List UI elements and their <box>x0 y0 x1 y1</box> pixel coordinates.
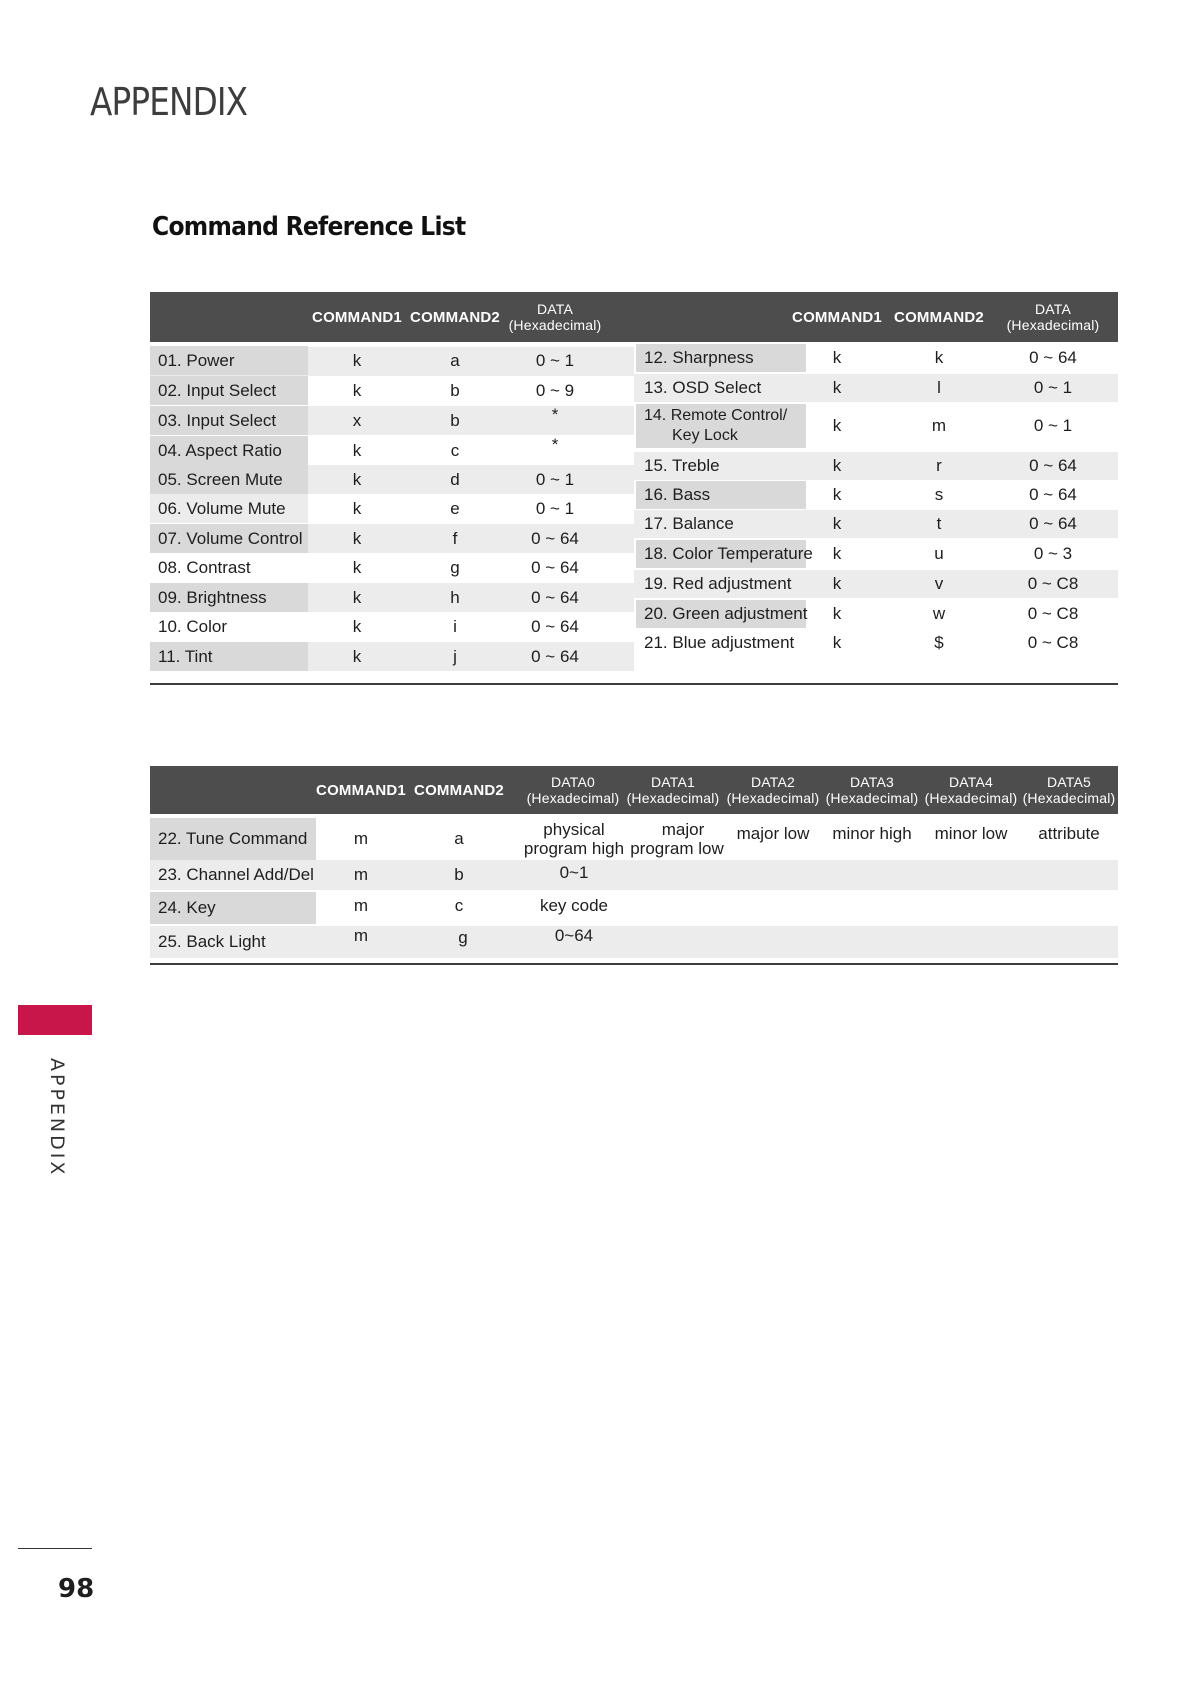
header-data-unit: (Hexadecimal) <box>508 317 602 333</box>
header-command1: COMMAND1 <box>792 308 882 326</box>
command1-value: k <box>832 604 842 623</box>
data-value: 0 ~ 1 <box>535 469 575 489</box>
data-value: * <box>551 434 559 454</box>
command1-value: k <box>352 498 362 518</box>
command1-value: k <box>832 544 842 563</box>
command-name: 15. Treble <box>644 456 720 475</box>
command1-value: x <box>352 410 362 430</box>
data-value: 0 ~ 64 <box>1029 348 1077 367</box>
footer-rule <box>18 1548 92 1549</box>
command2-value: s <box>934 485 944 504</box>
command1-value: k <box>352 380 362 400</box>
command-name: 22. Tune Command <box>150 818 316 860</box>
data-value: 0 ~ 1 <box>535 350 575 370</box>
command-name: 04. Aspect Ratio <box>150 436 308 465</box>
header-data-label: DATA2 <box>750 774 796 790</box>
command2-value: t <box>936 514 942 533</box>
command1-value: m <box>353 829 369 848</box>
data-value: 0 ~ 64 <box>531 528 579 548</box>
header-data-label: DATA3 <box>849 774 895 790</box>
command-name: 20. Green adjustment <box>636 600 806 628</box>
command-name: 10. Color <box>158 616 227 636</box>
command1-value: m <box>353 896 369 915</box>
section-tab-marker <box>18 1005 92 1035</box>
command-name: 17. Balance <box>644 514 734 533</box>
command2-value: f <box>452 528 458 548</box>
command-name: 02. Input Select <box>150 376 308 405</box>
header-data5 <box>1020 766 1118 814</box>
command2-value: m <box>931 416 947 435</box>
table-bottom-rule <box>150 683 1118 685</box>
command1-value: k <box>832 378 842 397</box>
header-data <box>990 292 1116 342</box>
header-data-label: DATA <box>536 301 574 317</box>
data-value: 0 ~ 64 <box>531 616 579 636</box>
header-data-unit: (Hexadecimal) <box>726 790 820 806</box>
command2-value: v <box>934 574 944 593</box>
command1-value: k <box>832 348 842 367</box>
header-data-unit: (Hexadecimal) <box>825 790 919 806</box>
command-name: 09. Brightness <box>150 583 308 612</box>
command2-value: u <box>934 544 944 563</box>
command2-value: w <box>932 604 946 623</box>
command1-value: k <box>832 416 842 435</box>
header-command2: COMMAND2 <box>894 308 984 326</box>
command1-value: k <box>832 574 842 593</box>
command2-value: b <box>450 410 460 430</box>
header-command2: COMMAND2 <box>414 781 504 799</box>
table-header <box>150 292 1118 342</box>
header-data1 <box>624 766 722 814</box>
command1-value: m <box>353 865 369 884</box>
command2-value: i <box>453 616 457 636</box>
command1-value: k <box>352 350 362 370</box>
header-data-unit: (Hexadecimal) <box>1006 317 1100 333</box>
command1-value: k <box>352 528 362 548</box>
table-header <box>150 766 1118 814</box>
command1-value: k <box>352 587 362 607</box>
data4-value: minor low <box>934 824 1008 843</box>
data-value: 0 ~ C8 <box>1027 574 1079 593</box>
header-data-label: DATA5 <box>1046 774 1092 790</box>
command1-value: k <box>832 485 842 504</box>
command1-value: k <box>832 456 842 475</box>
command2-value: e <box>450 498 460 518</box>
data-value: 0 ~ 64 <box>1029 485 1077 504</box>
command1-value: k <box>352 440 362 460</box>
data0-value: key code <box>539 896 609 915</box>
data-value: 0 ~ 64 <box>531 646 579 666</box>
data-value: 0 ~ 9 <box>535 380 575 400</box>
command-table-2 <box>150 766 1118 966</box>
data0-line: program high <box>523 839 625 858</box>
command2-value: b <box>454 865 464 884</box>
command1-value: k <box>832 514 842 533</box>
command2-value: h <box>450 587 460 607</box>
command-name: 21. Blue adjustment <box>644 633 795 652</box>
command2-value: b <box>450 380 460 400</box>
data1-value <box>628 818 726 860</box>
data0-value <box>522 818 626 860</box>
command-table-1 <box>150 292 1118 684</box>
data-value: 0 ~ C8 <box>1027 604 1079 623</box>
command-name: 24. Key <box>150 892 316 924</box>
data-value: 0 ~ 1 <box>535 498 575 518</box>
command-name: 11. Tint <box>150 642 308 671</box>
command2-value: g <box>450 557 460 577</box>
header-data-label: DATA <box>1034 301 1072 317</box>
header-data-unit: (Hexadecimal) <box>526 790 620 806</box>
command1-value: k <box>352 646 362 666</box>
data2-value: major low <box>736 824 810 843</box>
data0-value: 0~64 <box>554 926 594 945</box>
data-value: 0 ~ 1 <box>1033 416 1073 435</box>
command1-value: k <box>352 557 362 577</box>
command1-value: k <box>832 633 842 652</box>
header-data <box>504 292 606 342</box>
data-value: 0 ~ 64 <box>531 587 579 607</box>
command-name: 07. Volume Control <box>150 524 308 553</box>
command2-value: g <box>458 928 468 947</box>
command-name: 23. Channel Add/Del <box>158 865 314 884</box>
data-value: * <box>551 404 559 424</box>
command-name: 08. Contrast <box>158 557 251 577</box>
command2-value: $ <box>934 633 944 652</box>
data3-value: minor high <box>832 824 912 843</box>
command-name: 12. Sharpness <box>636 344 806 372</box>
command-name <box>636 404 806 448</box>
data0-line: physical <box>543 820 605 839</box>
header-data-label: DATA0 <box>550 774 596 790</box>
data-value: 0 ~ C8 <box>1027 633 1079 652</box>
command1-value: m <box>353 926 369 945</box>
command2-value: a <box>454 829 464 848</box>
header-data2 <box>724 766 822 814</box>
header-data4 <box>922 766 1020 814</box>
header-data-unit: (Hexadecimal) <box>924 790 1018 806</box>
command-name-line: Key Lock <box>672 427 738 444</box>
command2-value: c <box>454 896 464 915</box>
command2-value: r <box>936 456 942 475</box>
table-bottom-rule <box>150 963 1118 965</box>
data-value: 0 ~ 64 <box>1029 456 1077 475</box>
command-name: 01. Power <box>150 346 308 375</box>
command-name: 18. Color Temperature <box>636 540 806 568</box>
data-value: 0 ~ 1 <box>1033 378 1073 397</box>
command2-value: c <box>450 440 460 460</box>
command2-value: j <box>453 646 457 666</box>
command1-value: k <box>352 616 362 636</box>
data-value: 0 ~ 64 <box>1029 514 1077 533</box>
data5-value: attribute <box>1038 824 1100 843</box>
command2-value: k <box>934 348 944 367</box>
page-heading: APPENDIX <box>90 80 248 124</box>
header-data-unit: (Hexadecimal) <box>626 790 720 806</box>
command2-value: a <box>450 350 460 370</box>
command-name: 16. Bass <box>636 481 806 509</box>
header-data-label: DATA4 <box>948 774 994 790</box>
command-name: 19. Red adjustment <box>644 574 792 593</box>
command-name: 06. Volume Mute <box>150 494 308 523</box>
header-data-label: DATA1 <box>650 774 696 790</box>
command2-value: l <box>937 378 941 397</box>
header-command1: COMMAND1 <box>316 781 406 799</box>
command-name: 05. Screen Mute <box>150 465 308 494</box>
command-name: 03. Input Select <box>150 406 308 435</box>
data-value: 0 ~ 3 <box>1033 544 1073 563</box>
section-title: Command Reference List <box>152 212 466 242</box>
command-name: 13. OSD Select <box>644 378 762 397</box>
command1-value: k <box>352 469 362 489</box>
command2-value: d <box>450 469 460 489</box>
data0-value: 0~1 <box>559 863 589 882</box>
side-section-label: APPENDIX <box>46 1058 68 1178</box>
header-data3 <box>823 766 921 814</box>
header-command2: COMMAND2 <box>410 308 500 326</box>
command-name: 25. Back Light <box>158 932 266 951</box>
header-data0 <box>524 766 622 814</box>
header-command1: COMMAND1 <box>312 308 402 326</box>
page-number: 98 <box>58 1574 95 1604</box>
data-value: 0 ~ 64 <box>531 557 579 577</box>
data1-line: major <box>661 820 705 839</box>
command-name-line: 14. Remote Control/ <box>644 407 788 424</box>
header-data-unit: (Hexadecimal) <box>1022 790 1116 806</box>
data1-line: program low <box>630 839 724 858</box>
